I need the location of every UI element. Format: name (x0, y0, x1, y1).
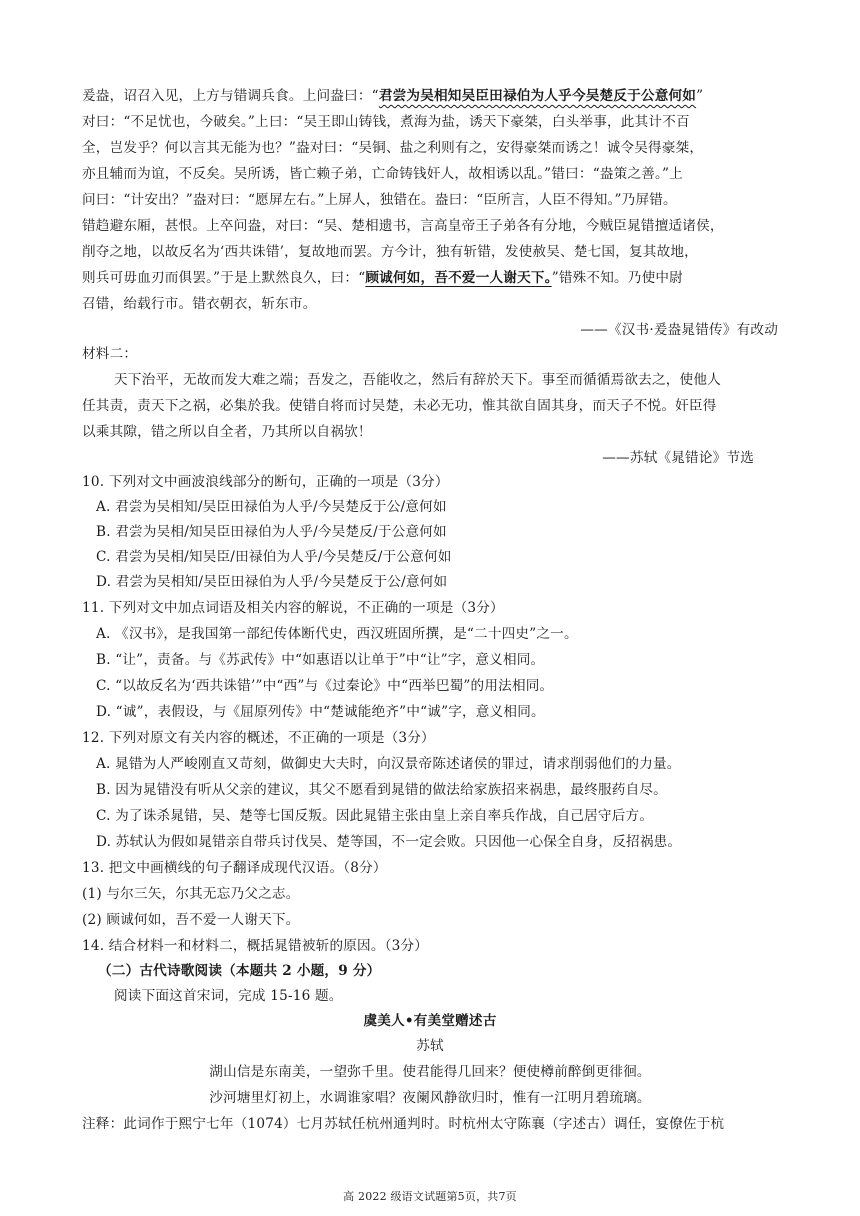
poem-author: 苏轼 (416, 1038, 444, 1054)
material1-line-1 (82, 86, 703, 106)
q12-option-d: D. 苏轼认为假如晁错亲自带兵讨伐吴、楚等国，不一定会败。只因他一心保全自身，反招祸患。 (96, 834, 682, 850)
q10-option-b: B. 君尝为吴相/知吴臣田禄伯为人乎/今吴楚反/于公意何如 (96, 524, 447, 540)
material2-heading: 材料二： (82, 346, 138, 362)
q11-option-a: A. 《汉书》，是我国第一部纪传体断代史，西汉班固所撰，是“二十四史”之一。 (96, 626, 578, 642)
question-13-stem: 13. 把文中画横线的句子翻译成现代汉语。（8分） (82, 860, 387, 876)
poem-title: 虞美人•有美堂赠述古 (363, 1013, 497, 1029)
text: 爰盎，诏召入见，上方与错调兵食。上问盎曰：“ (82, 88, 379, 104)
page-footer: 高 2022 级语文试题第5页，共7页 (343, 1190, 517, 1203)
material2-line-1: 天下治平，无故而发大难之端；吾发之，吾能收之，然后有辞於天下。事至而循循焉欲去之，使他人 (114, 372, 721, 388)
question-10-stem: 10. 下列对文中画波浪线部分的断句，正确的一项是（3分） (82, 474, 449, 490)
q11-option-c: C. “以故反名为‘西共诛错’”中“西”与《过秦论》中“西举巴蜀”的用法相同。 (96, 678, 554, 694)
material1-line-4: 亦且辅而为谊，不反矣。吴所诱，皆亡赖子弟，亡命铸钱奸人，故相诱以乱。”错曰：“盎策之善。”上 (82, 166, 683, 182)
section-2-heading: （二）古代诗歌阅读（本题共 2 小题，9 分） (98, 963, 381, 979)
material2-line-3: 以乘其隙，错之所以自全者，乃其所以自祸欤！ (82, 424, 372, 440)
q13-item-1: (1) 与尔三矢，尔其无忘乃父之志。 (82, 886, 300, 902)
material1-line-7: 削夺之地，以故反名为‘西共诛错’，复故地而罢。方今计，独有斩错，发使赦吴、楚七国，复其故地， (82, 244, 698, 260)
q12-option-b: B. 因为晁错没有听从父亲的建议，其父不愿看到晁错的做法给家族招来祸患，最终服药自尽。 (96, 782, 667, 798)
underlined-sentence: 顾诚何如，吾不爱一人谢天下。 (365, 270, 552, 286)
text: ”错殊不知。乃使中尉 (551, 270, 683, 286)
question-12-stem: 12. 下列对原文有关内容的概述，不正确的一项是（3分） (82, 730, 435, 746)
material1-line-3: 全，岂发乎？何以言其无能为也？”盎对曰：“吴铜、盐之利则有之，安得豪桀而诱之！诚令吴得豪桀， (82, 140, 704, 156)
section-2-instruction: 阅读下面这首宋词，完成 15-16 题。 (114, 988, 343, 1004)
material1-line-5: 问曰：“计安出？”盎对曰：“愿屏左右。”上屏人，独错在。盎曰：“臣所言，人臣不得知。”乃屏错。 (82, 192, 677, 208)
material1-line-8 (82, 268, 683, 288)
q10-option-c: C. 君尝为吴相/知吴臣/田禄伯为人乎/今吴楚反/于公意何如 (96, 549, 452, 565)
q10-option-d: D. 君尝为吴相知/吴臣田禄伯为人乎/今吴楚反于公/意何如 (96, 574, 448, 590)
text: 则兵可毋血刃而俱罢。”于是上默然良久，曰：“ (82, 270, 366, 286)
q11-option-b: B. “让”，责备。与《苏武传》中“如惠语以让单于”中“让”字，意义相同。 (96, 652, 545, 668)
material2-source: ——苏轼《晁错论》节选 (602, 450, 754, 466)
question-14-stem: 14. 结合材料一和材料二，概括晁错被斩的原因。（3分） (82, 938, 429, 954)
q11-option-d: D. “诚”，表假设，与《屈原列传》中“楚诚能绝齐”中“诚”字，意义相同。 (96, 704, 545, 720)
q13-item-2: (2) 顾诚何如，吾不爱一人谢天下。 (82, 912, 300, 928)
q12-option-c: C. 为了诛杀晁错，吴、楚等七国反叛。因此晁错主张由皇上亲自率兵作战，自己居守后方。 (96, 808, 654, 824)
material1-line-9: 召错，绐载行市。错衣朝衣，斩东市。 (82, 296, 317, 312)
wavy-underlined-sentence: 君尝为吴相知吴臣田禄伯为人乎今吴楚反于公意何如 (378, 88, 697, 104)
text: ” (696, 88, 704, 104)
q10-option-a: A. 君尝为吴相知/吴臣田禄伯为人乎/今吴楚反于公/意何如 (96, 499, 447, 515)
material1-source: ——《汉书·爰盎晁错传》有改动 (580, 322, 778, 338)
material2-line-2: 任其责，责天下之祸，必集於我。使错自将而讨吴楚，未必无功，惟其欲自固其身，而天子不悦。奸臣得 (82, 398, 717, 414)
material1-line-6: 错趋避东厢，甚恨。上卒问盎，对曰：“吴、楚相遗书，言高皇帝王子弟各有分地，今贼臣晁错擅适诸侯， (82, 218, 724, 234)
question-11-stem: 11. 下列对文中加点词语及相关内容的解说，不正确的一项是（3分） (82, 600, 504, 616)
q12-option-a: A. 晁错为人严峻刚直又苛刻，做御史大夫时，向汉景帝陈述诸侯的罪过，请求削弱他们的力量。 (96, 756, 681, 772)
poem-note: 注释：此词作于熙宁七年（1074）七月苏轼任杭州通判时。时杭州太守陈襄（字述古）调任，宴僚佐于杭 (82, 1116, 725, 1132)
material1-line-2: 对曰：“不足忧也，今破矣。”上曰：“吴王即山铸钱，煮海为盐，诱天下豪桀，白头举事，此其计不百 (82, 114, 690, 130)
poem-line-1: 湖山信是东南美，一望弥千里。使君能得几回来？便使樽前醉倒更徘徊。 (209, 1064, 651, 1080)
poem-line-2: 沙河塘里灯初上，水调谁家唱？夜阑风静欲归时，惟有一江明月碧琉璃。 (209, 1090, 651, 1106)
